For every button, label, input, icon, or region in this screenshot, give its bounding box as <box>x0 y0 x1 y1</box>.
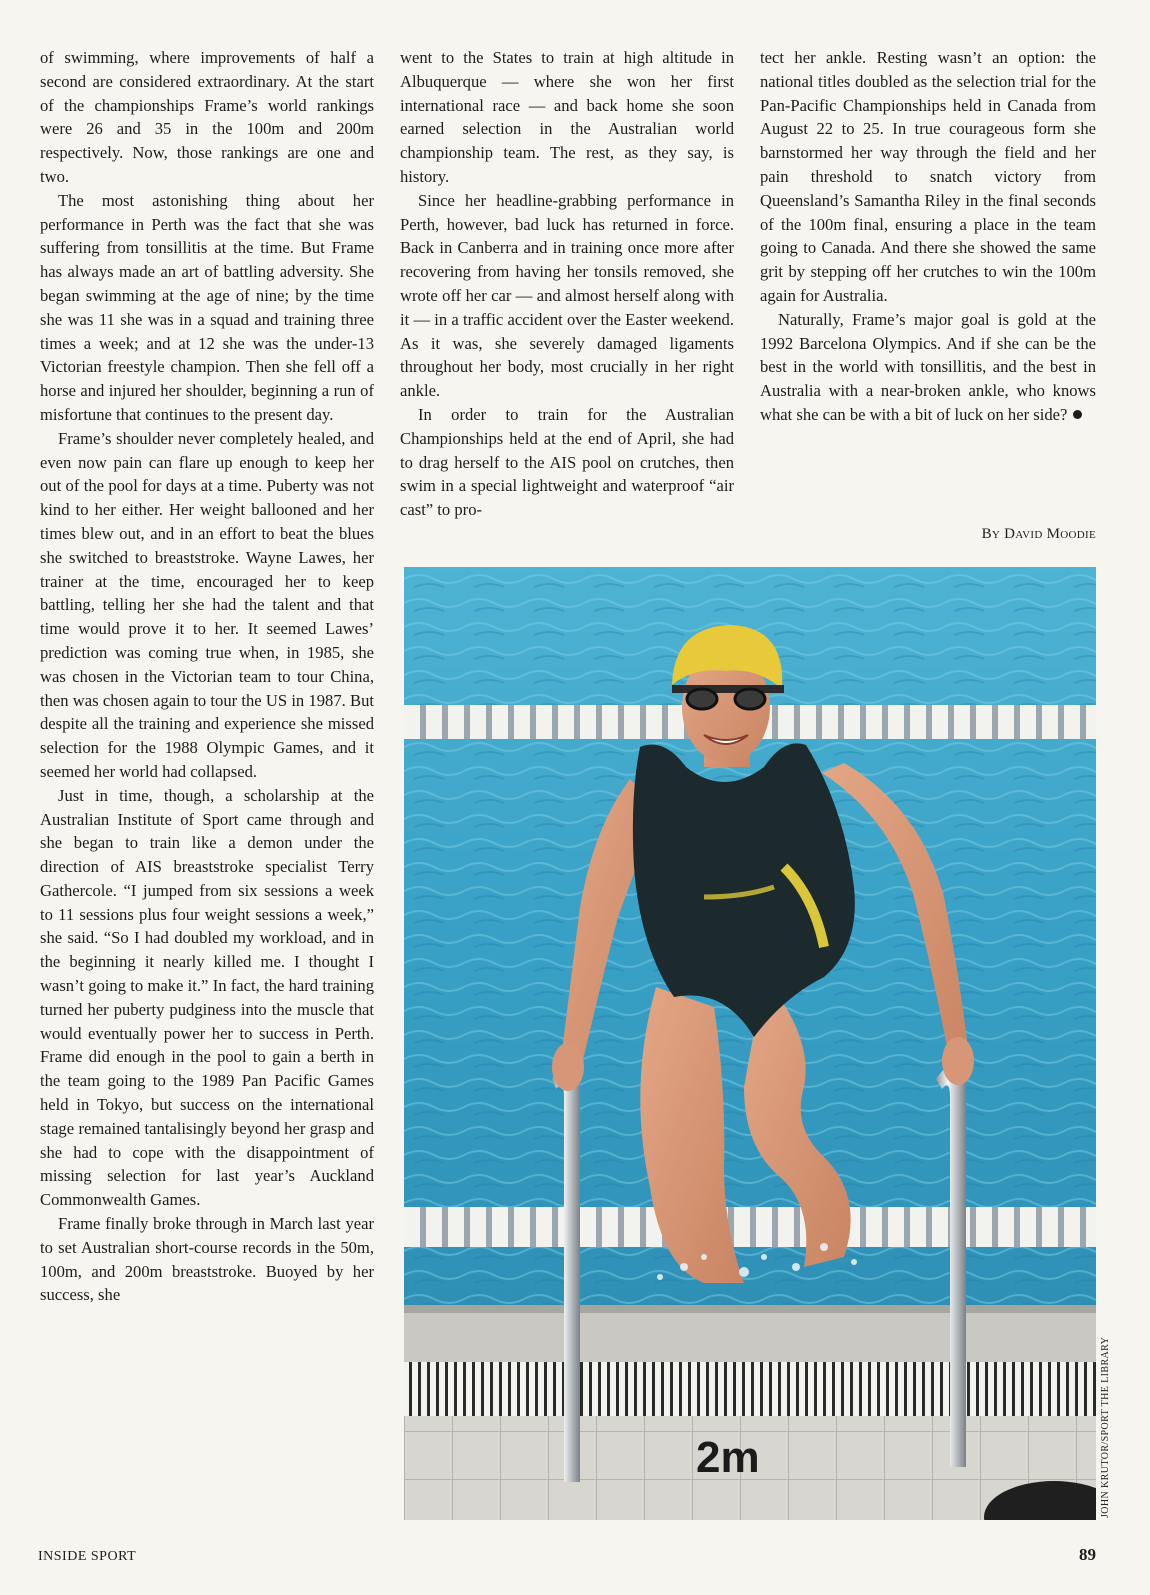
end-mark-icon <box>1073 410 1082 419</box>
photo-credit: JOHN KRUTOR/SPORT THE LIBRARY <box>1100 1336 1111 1518</box>
paragraph: Just in time, though, a scholarship at the Australian Institute of Sport came through and she began to train like a demon under the direction of AIS breaststroke specialist Terry Gathercole. “I jumped from six sessions a week to 11 sessions plus four weight sessions a week,” she said. “So I had doubled my workload, and in the beginning it nearly killed me. I thought I wasn’t going to make it.” In fact, the hard training turned her puberty pudginess into the muscle that would eventually power her to success in Perth. Frame did enough in the pool to gain a berth in the team going to the 1989 Pan Pacific Games held in Tokyo, but success on the international stage remained tantalisingly beyond her grasp and she had to cope with the disappointment of missing selection for last year’s Auckland Commonwealth Games. <box>40 785 374 1210</box>
byline: By David Moodie <box>981 526 1096 542</box>
pool-gutter <box>404 1305 1096 1365</box>
paragraph: The most astonishing thing about her performance in Perth was the fact that she was suffering from tonsillitis at the time. But Frame has always made an art of battling adversity. She began swimming at the age of nine; by the time she was 11 she was in a squad and training three times a week; and at 12 she was the under-13 Victorian freestyle champion. Then she fell off a horse and injured her shoulder, beginning a run of misfortune that continues to the present day. <box>40 190 374 424</box>
article-column-3 <box>760 46 1096 427</box>
paragraph: Frame’s shoulder never completely healed, and even now pain can flare up enough to keep her out of the pool for days at a time. Puberty was not kind to her either. Her weight ballooned and her times blew out, and in an effort to beat the blues she switched to breaststroke. Wayne Lawes, her trainer at the time, encouraged her to keep battling, telling her she had the talent and that time would prove it to her. It seemed Lawes’ prediction was coming true when, in 1985, she was chosen in the Victorian team to tour China, then was chosen again to tour the US in 1987. But despite all the training and experience she missed selection for the 1988 Olympic Games, and it seemed her world had collapsed. <box>40 428 374 781</box>
paragraph: tect her ankle. Resting wasn’t an option: the national titles doubled as the selection trial for the Pan-Pacific Championships held in Canada from August 22 to 25. In true courageous form she barnstormed her way through the field and her pain threshold to snatch victory from Queensland’s Samantha Riley in the final seconds of the 100m final, ensuring a place in the team going to Canada. And there she showed the same grit by stepping off her crutches to win the 100m again for Australia. <box>760 48 1096 305</box>
paragraph: went to the States to train at high altitude in Albuquerque — where she won her first international race — and back home she soon earned selection in the Australian world championship team. The rest, as they say, is history. <box>400 48 734 186</box>
paragraph: Since her headline-grabbing performance in Perth, however, bad luck has returned in force. Back in Canberra and in training once more after recovering from having her tonsils removed, she wrote off her car — and almost herself along with it — in a traffic accident over the Easter weekend. As it was, she severely damaged ligaments throughout her body, most crucially in her right ankle. <box>400 190 734 401</box>
drain-grate <box>404 1362 1096 1416</box>
publication-name: INSIDE SPORT <box>38 1549 137 1564</box>
paragraph: of swimming, where improvements of half a second are considered extraordinary. At the start of the championships Frame’s world rankings were 26 and 35 in the 100m and 200m respectively. Now, those rankings are one and two. <box>40 48 374 186</box>
article-column-2 <box>400 46 734 522</box>
depth-marker: 2m <box>696 1433 760 1482</box>
lane-rope-near <box>404 1207 1096 1247</box>
paragraph <box>760 308 1096 427</box>
page-number: 89 <box>1079 1545 1096 1564</box>
closing-paragraph-text: Naturally, Frame’s major goal is gold at the 1992 Barcelona Olympics. And if she can be the best in the world with tonsillitis, and the best in Australia with a near-broken ankle, who knows what she can be with a bit of luck on her side? <box>760 309 1096 424</box>
paragraph: Frame finally broke through in March last year to set Australian short-course records in the 50m, 100m, and 200m breaststroke. Buoyed by her success, she <box>40 1214 374 1305</box>
swimmer-photo <box>404 567 1096 1520</box>
paragraph: In order to train for the Australian Championships held at the end of April, she had to drag herself to the AIS pool on crutches, then swim in a special lightweight and waterproof “air cast” to pro- <box>400 404 734 520</box>
article-column-1 <box>40 46 374 1307</box>
